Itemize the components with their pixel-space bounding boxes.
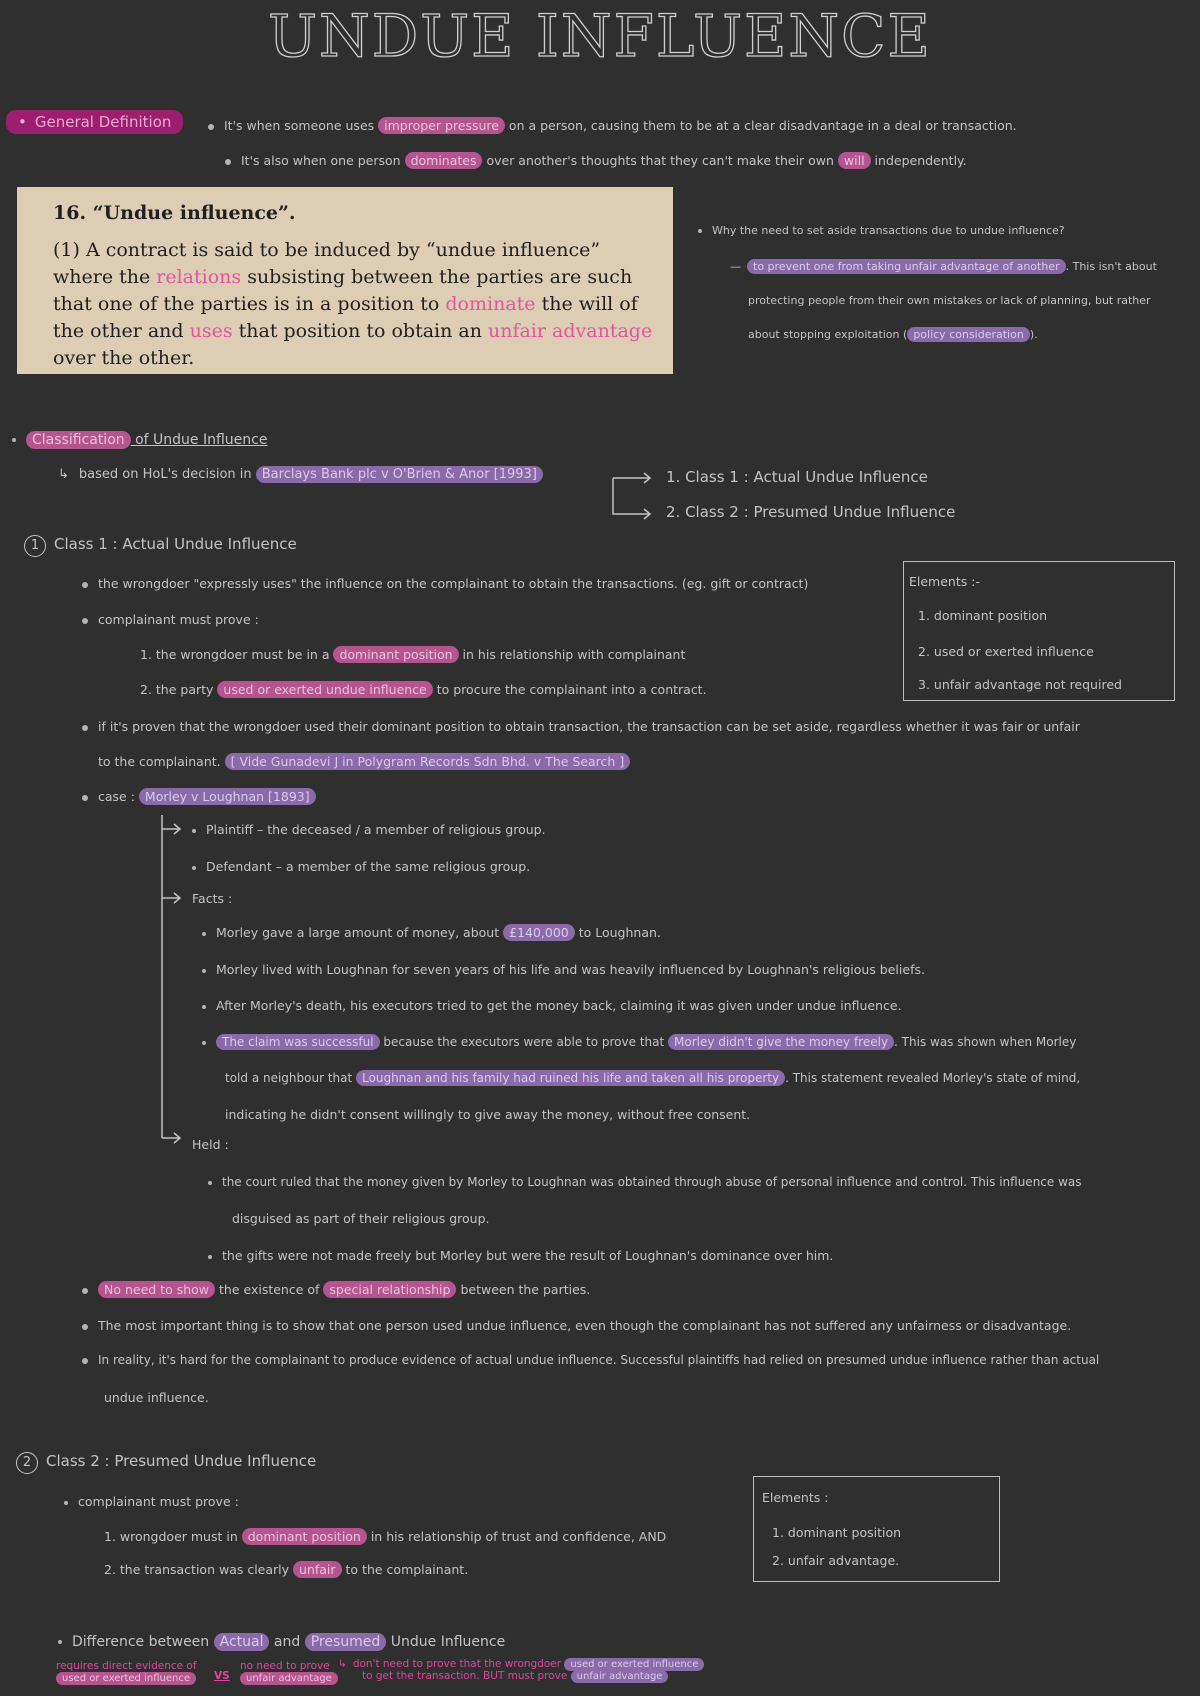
box-1-element-1: 1. dominant position xyxy=(918,608,1048,623)
class-1-bullet-7-cont: undue influence. xyxy=(104,1390,209,1405)
general-definition-label: • General Definition xyxy=(6,110,183,134)
class-2-label: 2. Class 2 : Presumed Undue Influence xyxy=(666,503,956,521)
case-defendant: Defendant – a member of the same religious group. xyxy=(192,859,530,874)
case-fact-4: The claim was successful because the executors were able to prove that Morley didn't give the money freely . This was shown when Morley xyxy=(202,1035,1076,1049)
box-1-element-3: 3. unfair advantage not required xyxy=(918,677,1122,692)
why-answer-line-2: protecting people from their own mistakes or lack of planning, but rather xyxy=(748,294,1151,307)
case-held-1-cont: disguised as part of their religious group. xyxy=(232,1211,490,1226)
classification-basis: ↳ based on HoL's decision in Barclays Bank plc v O'Brien & Anor [1993] xyxy=(58,467,543,482)
case-held-2: the gifts were not made freely but Morley but were the result of Loughnan's dominance over him. xyxy=(208,1248,833,1263)
definition-line-2: It's also when one person dominates over another's thoughts that they can't make their own will independently. xyxy=(225,153,967,168)
class-1-bullet-3: if it's proven that the wrongdoer used their dominant position to obtain transaction, the transaction can be set aside, regardless whether it was fair or unfair xyxy=(82,719,1080,734)
case-plaintiff: Plaintiff – the deceased / a member of religious group. xyxy=(192,822,546,837)
box-2-element-2: 2. unfair advantage. xyxy=(772,1553,900,1568)
why-question: Why the need to set aside transactions due to undue influence? xyxy=(698,224,1065,237)
case-fact-4-cont-2: indicating he didn't consent willingly to give away the money, without free consent. xyxy=(225,1107,751,1122)
class-1-case: case : Morley v Loughnan [1893] xyxy=(82,789,316,804)
class-2-elements-box xyxy=(753,1476,1000,1582)
class-2-heading: 2 Class 2 : Presumed Undue Influence xyxy=(16,1452,316,1474)
class-1-proof-1: 1. the wrongdoer must be in a dominant position in his relationship with complainant xyxy=(140,647,686,662)
case-fact-3: After Morley's death, his executors tried to get the money back, claiming it was given under undue influence. xyxy=(202,998,902,1013)
class-1-bullet-7: In reality, it's hard for the complainant to produce evidence of actual undue influence. Successful plaintiffs had relied on presumed undue influence rather than actual xyxy=(82,1353,1099,1367)
definition-line-1: It's when someone uses improper pressure on a person, causing them to be at a clear disadvantage in a deal or transaction. xyxy=(208,118,1017,133)
class-1-bullet-5: No need to show the existence of special relationship between the parties. xyxy=(82,1282,590,1297)
box-1-title: Elements :- xyxy=(909,574,980,589)
why-answer-line-1: — to prevent one from taking unfair advantage of another . This isn't about xyxy=(730,260,1157,273)
difference-note-presumed: ↳ don't need to prove that the wrongdoer used or exerted influence to get the transaction. BUT must prove unfair advantage xyxy=(338,1658,704,1682)
class-2-proof-1: 1. wrongdoer must in dominant position in his relationship of trust and confidence, AND xyxy=(104,1529,667,1544)
class-1-proof-2: 2. the party used or exerted undue influence to procure the complainant into a contract. xyxy=(140,682,707,697)
case-fact-2: Morley lived with Loughnan for seven years of his life and was heavily influenced by Loughnan's religious beliefs. xyxy=(202,962,925,977)
excerpt-heading: 16. “Undue influence”. xyxy=(53,202,296,224)
case-fact-1: Morley gave a large amount of money, about £140,000 to Loughnan. xyxy=(202,925,661,940)
box-2-element-1: 1. dominant position xyxy=(772,1525,902,1540)
case-fact-4-cont: told a neighbour that Loughnan and his family had ruined his life and taken all his property . This statement revealed Morley's state of mind, xyxy=(225,1071,1081,1085)
classification-heading: Classification of Undue Influence xyxy=(12,432,267,448)
class-1-label: 1. Class 1 : Actual Undue Influence xyxy=(666,468,928,486)
case-facts-label: Facts : xyxy=(192,891,233,906)
case-held-1: the court ruled that the money given by Morley to Loughnan was obtained through abuse of personal influence and control. This influence was xyxy=(208,1175,1082,1189)
box-1-element-2: 2. used or exerted influence xyxy=(918,644,1094,659)
class-1-bullet-6: The most important thing is to show that one person used undue influence, even though the complainant has not suffered any unfairness or disadvantage. xyxy=(82,1318,1071,1333)
why-answer-line-3: about stopping exploitation ( policy consideration ). xyxy=(748,328,1038,341)
difference-note-no-need: no need to prove unfair advantage xyxy=(240,1660,338,1684)
class-2-bullet-1: complainant must prove : xyxy=(64,1494,239,1509)
box-2-title: Elements : xyxy=(762,1490,829,1505)
page-title: UNDUE INFLUENCE xyxy=(268,2,932,70)
class-1-bullet-1: the wrongdoer "expressly uses" the influence on the complainant to obtain the transactions. (eg. gift or contract) xyxy=(82,576,808,591)
difference-heading: Difference between Actual and Presumed Undue Influence xyxy=(58,1634,505,1650)
excerpt-body: (1) A contract is said to be induced by “undue influence” where the relations subsisting between the parties are such that one of the parties is in a position to dominate the will of the other and uses that position to obtain an unfair advantage over the other. xyxy=(53,239,653,369)
case-held-label: Held : xyxy=(192,1137,229,1152)
difference-note-actual: requires direct evidence of used or exerted influence xyxy=(56,1660,197,1684)
class-2-proof-2: 2. the transaction was clearly unfair to the complainant. xyxy=(104,1562,469,1577)
class-1-bullet-2: complainant must prove : xyxy=(82,612,259,627)
class-1-bullet-3-cont: to the complainant. [ Vide Gunadevi J in Polygram Records Sdn Bhd. v The Search ] xyxy=(98,754,630,769)
difference-vs: VS xyxy=(214,1670,230,1682)
class-1-heading: 1 Class 1 : Actual Undue Influence xyxy=(24,535,297,557)
class-1-elements-box xyxy=(903,561,1175,701)
